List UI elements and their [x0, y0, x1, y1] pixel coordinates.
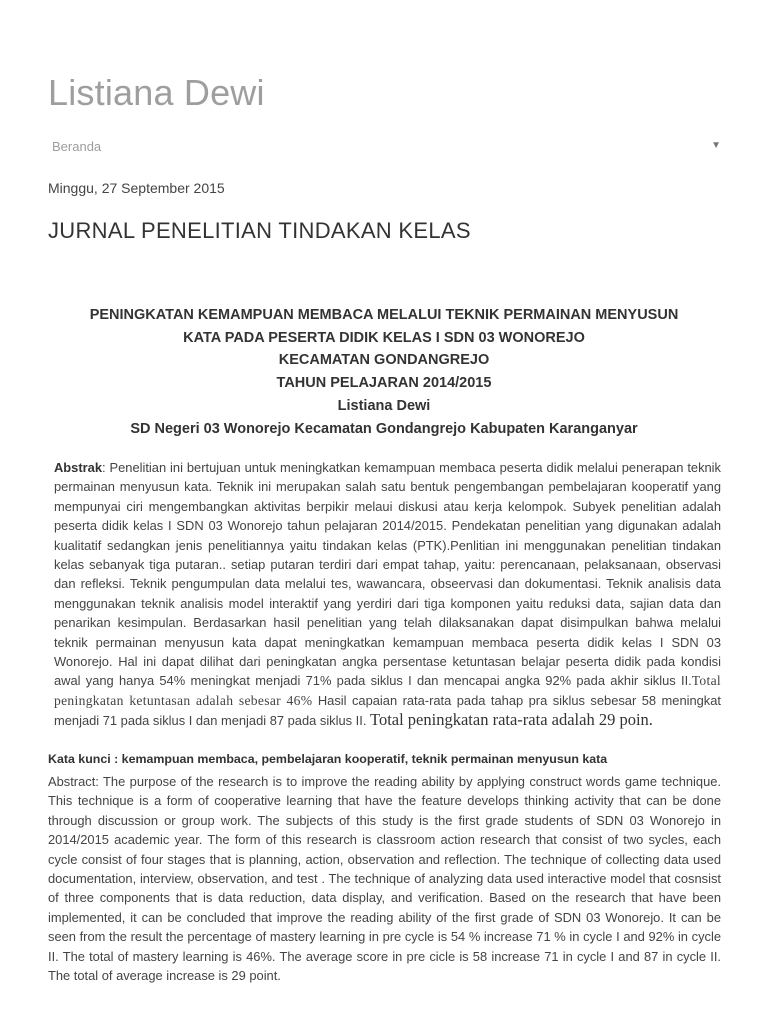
paper-title-line-2: KATA PADA PESERTA DIDIK KELAS I SDN 03 WONOREJO — [183, 329, 585, 346]
paper-title-line-1: PENINGKATAN KEMAMPUAN MEMBACA MELALUI TEKNIK PERMAINAN MENYUSUN — [89, 307, 679, 323]
blog-title[interactable]: Listiana Dewi — [48, 72, 265, 113]
abstract-label: Abstrak — [54, 460, 102, 475]
post-title[interactable]: JURNAL PENELITIAN TINDAKAN KELAS — [48, 218, 471, 243]
keywords: Kata kunci : kemampuan membaca, pembelajaran kooperatif, teknik permainan menyusun kata — [48, 752, 608, 766]
paper-year: TAHUN PELAJARAN 2014/2015 — [276, 375, 492, 392]
page-nav-dropdown[interactable] — [48, 139, 721, 157]
abstract-total-average: Total peningkatan rata-rata adalah 29 poin. — [370, 710, 653, 730]
paper-title-line-3: KECAMATAN GONDANGREJO — [278, 352, 490, 369]
post-date: Minggu, 27 September 2015 — [48, 180, 225, 196]
abstract-text: : Penelitian ini bertujuan untuk meningkatkan kemampuan membaca peserta didik melalui penerapan teknik permainan menyusun kata. Teknik ini merupakan salah satu bentuk pengembangan pembelajaran kooperatif yang mempunyai ciri mengembangkan aktivitas berpikir melaui diskusi atau kerja kelompok. Subyek penelitian adalah peserta didik kelas I SDN 03 Wonorejo tahun pelajaran 2014/2015. Pendekatan penelitian yang digunakan adalah kualitatif sedangkan jenis penelitiannya yaitu tindakan kelas (PTK).Penlitian ini menggunakan penelitian tindakan kelas sebanyak tiga putaran.. setiap putaran terdiri dari empat tahap, yaitu: perencanaan, pelaksanaan, observasi dan refleksi. Teknik pengumpulan data melalui tes, wawancara, obseervasi dan dokumentasi. Teknik analisis data menggunakan teknik analisis model interaktif yang yerdiri dari tiga komponen yaitu reduksi data, sajian data dan penarikan kesimpulan. Berdasarkan hasil penelitian yang telah dilaksanakan dapat disimpulkan bahwa melalui teknik permainan menyusun kata dapat meningkatkan kemampuan membaca peserta didik kelas I SDN 03 Wonorejo. Hal ini dapat dilihat dari peningkatan angka persentase ketuntasan belajar peserta didik pada kondisi awal yang hanya 54% meningkat menjadi 71% pada siklus I dan mencapai angka 92% pada akhir siklus II. — [54, 460, 721, 689]
paper-header — [48, 304, 720, 440]
abstract-average-text: Hasil capaian rata-rata pada tahap pra siklus sebesar 58 meningkat menjadi 71 pada siklus I dan menjadi 87 pada siklus II. — [54, 692, 722, 729]
nav-current-page[interactable]: Beranda — [52, 139, 102, 154]
abstract-indonesian — [54, 458, 721, 731]
paper-author: Listiana Dewi — [337, 397, 431, 414]
abstract-total-mastery: Total peningkatan ketuntasan adalah sebesar 46% — [54, 673, 721, 708]
paper-institution: SD Negeri 03 Wonorejo Kecamatan Gondangrejo Kabupaten Karanganyar — [130, 420, 638, 437]
dropdown-arrow-icon[interactable]: ▼ — [711, 140, 721, 151]
abstract-english: Abstract: The purpose of the research is to improve the reading ability by applying construct words game technique. This technique is a form of cooperative learning that have the feature develops thinking activity that can be done through discussion or group work. The subjects of this study is the first grade students of SDN 03 Wonorejo in 2014/2015 academic year. The form of this research is classroom action research that consist of two sycles, each cycle consist of four stages that is planning, action, observation and reflection. The technique of collecting data used documentation, interview, observation, and test . The technique of analyzing data used interactive model that cosnsist of three components that is data reduction, data display, and verification. Based on the research that have been implemented, it can be concluded that improve the reading ability of the first grade of SDN 03 Wonorejo. It can be seen from the result the percentage of mastery learning in pre cycle is 54 % increase 71 % in cycle I and 92% in cycle II. The total of mastery learning is 46%. The average score in pre cicle is 58 increase 71 in cycle I and 87 in cycle II. The total of average increase is 29 point. — [48, 774, 721, 984]
